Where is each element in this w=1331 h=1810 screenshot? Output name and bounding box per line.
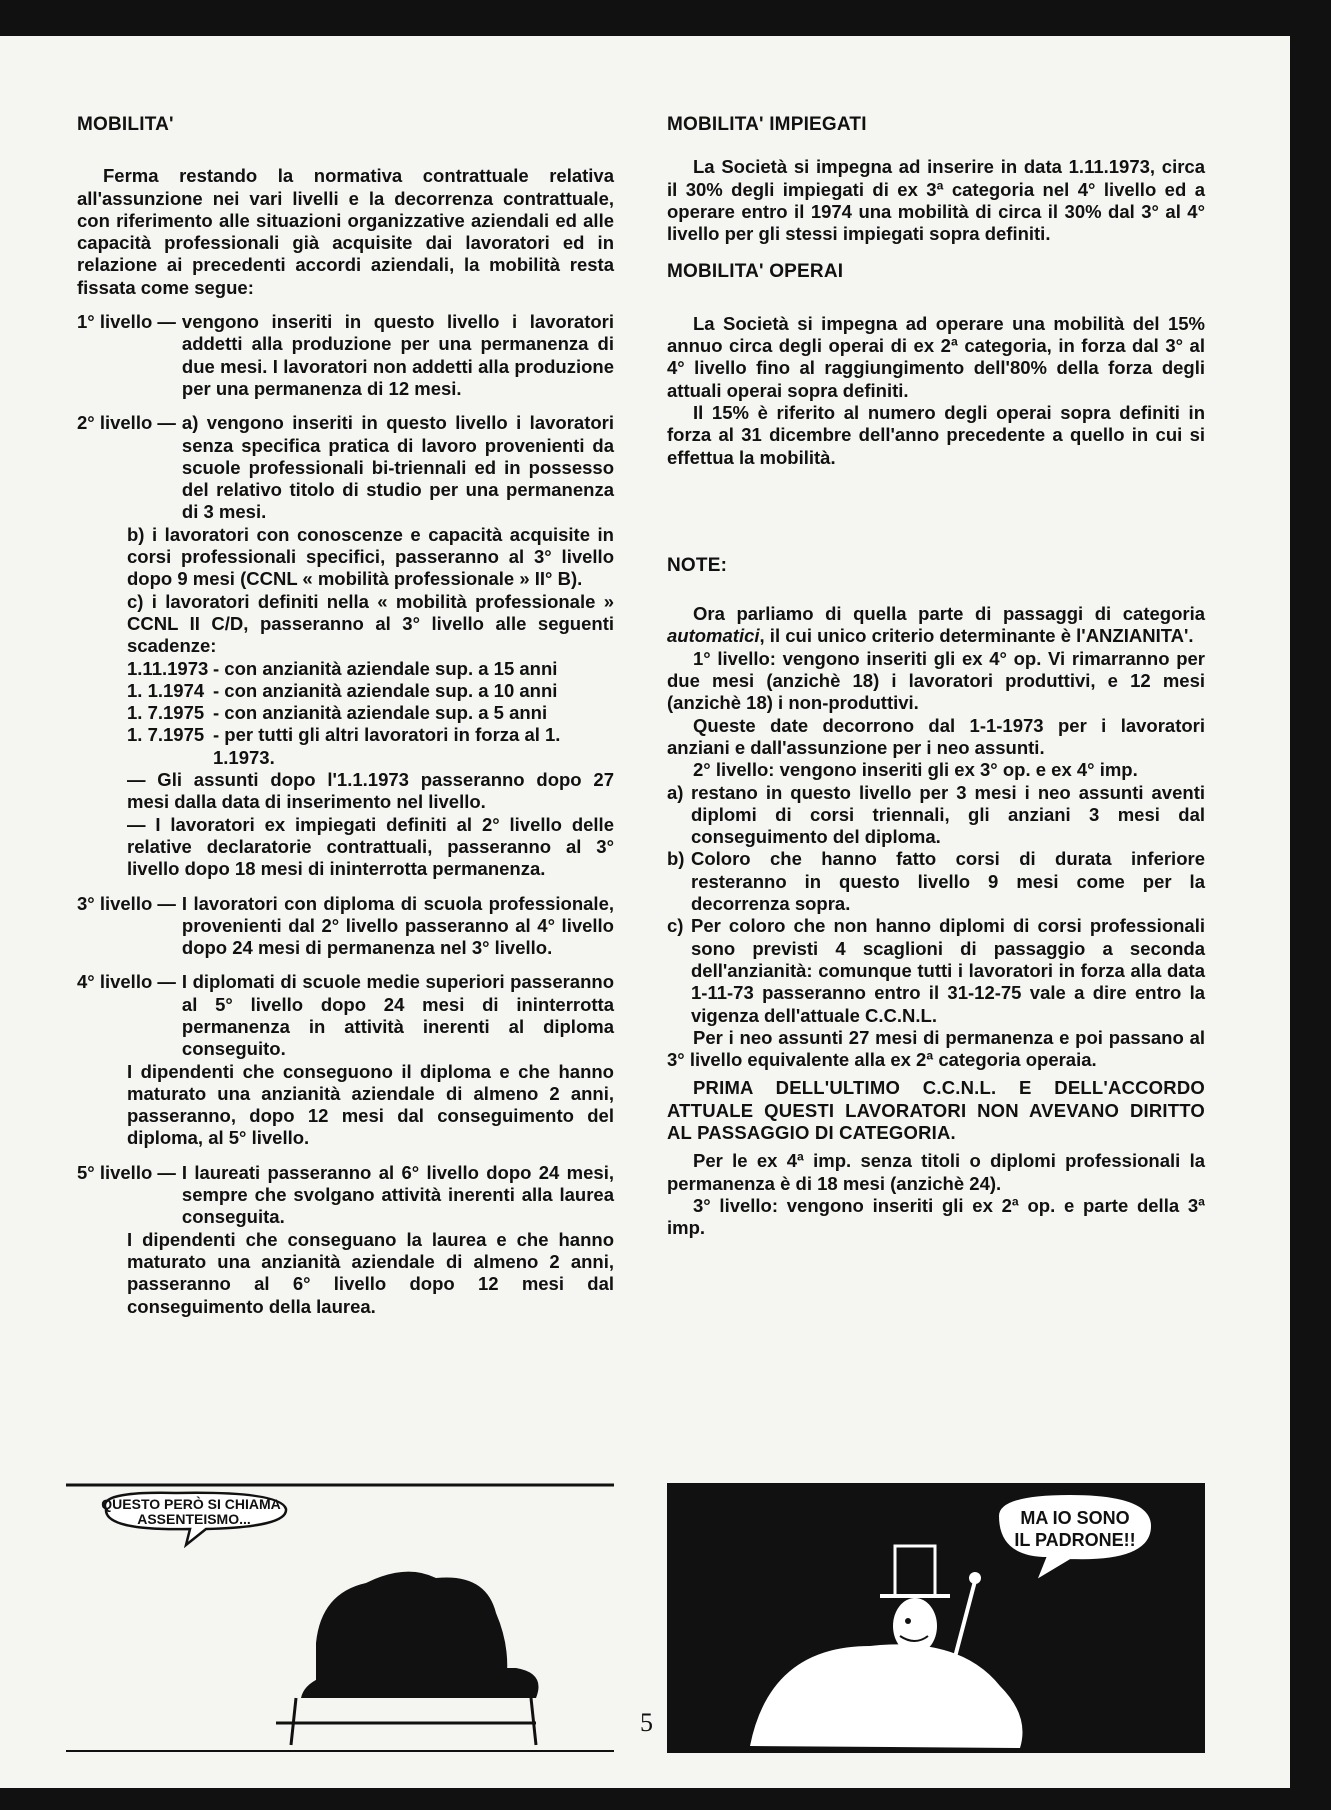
boss-caption-line-1: MA IO SONO <box>1020 1508 1130 1528</box>
level-2-a: a) vengono inseriti in questo livello i lavoratori senza specifica pratica di lavoro provenienti da scuole professionali bi-triennali ed in possesso del relativo titolo di studio per una permanenza di 3 mesi. <box>181 412 614 523</box>
level-2-note-2: — I lavoratori ex impiegati definiti al 2° livello delle relative declaratorie contrattuali, passeranno al 3° livello dopo 18 mesi di ininterrotta permanenza. <box>127 813 614 880</box>
date-row: 1. 1.1974 - con anzianità aziendale sup. a 10 anni <box>127 679 558 701</box>
level-2-note-1: — Gli assunti dopo l'1.1.1973 passeranno dopo 27 mesi dalla data di inserimento nel livello. <box>127 769 614 813</box>
level-3-key: 3° livello — <box>77 892 176 914</box>
operai-paragraph-2: Il 15% è riferito al numero degli operai sopra definiti in forza al 31 dicembre dell'anno precedente a quello in cui si effettua la mobilità. <box>667 401 1205 468</box>
level-5-key: 5° livello — <box>77 1161 176 1183</box>
note-item-c: c) Per coloro che non hanno diplomi di corsi professionali sono previsti 4 scaglioni di passaggio a seconda dell'anzianità: comunque tutti i lavoratori in forza alla data 1-11-73 passeranno entro il 31-12-75 vale a dire entro la vigenza dell'attuale C.C.N.L. <box>667 915 1205 1026</box>
right-column <box>667 114 1205 1239</box>
left-column <box>77 114 614 1318</box>
level-3-text: I lavoratori con diploma di scuola professionale, provenienti dal 2° livello passeranno al 4° livello dopo 24 mesi di permanenza nel 3° livello. <box>181 892 614 959</box>
level-5-entry <box>77 1162 614 1229</box>
section-heading-operai: MOBILITA' OPERAI <box>667 261 844 283</box>
level-4-entry <box>77 971 614 1060</box>
date-list <box>77 658 614 769</box>
page-number: 5 <box>640 1708 653 1737</box>
note-item-b: b) Coloro che hanno fatto corsi di durata inferiore resteranno in questo livello 9 mesi come per la decorrenza sopra. <box>667 848 1205 915</box>
section-heading-note: NOTE: <box>667 554 728 576</box>
level-1-key: 1° livello — <box>77 311 176 333</box>
level-4-key: 4° livello — <box>77 971 176 993</box>
cartoon-caption-line-1: QUESTO PERÒ SI CHIAMA <box>101 1496 281 1512</box>
cartoon-boss <box>667 1483 1205 1753</box>
note-paragraph-1: Ora parliamo di quella parte di passaggi di categoria automatici, il cui unico criterio determinante è l'ANZIANITA'. <box>667 603 1205 647</box>
level-2-b: b) i lavoratori con conoscenze e capacità acquisite in corsi professionali specifici, passeranno al 3° livello dopo 9 mesi (CCNL « mobilità professionale » II° B). <box>127 523 614 590</box>
level-1-entry <box>77 311 614 400</box>
level-2-entry <box>77 412 614 523</box>
note-paragraph-4: 2° livello: vengono inseriti gli ex 3° op. e ex 4° imp. <box>693 759 1138 781</box>
note-paragraph-2: 1° livello: vengono inseriti gli ex 4° op. Vi rimarranno per due mesi (anzichè 18) i lavoratori produttivi, e 12 mesi (anzichè 18) i non-produttivi. <box>667 647 1205 714</box>
level-5-text: I laureati passeranno al 6° livello dopo 24 mesi, sempre che svolgano attività inerenti alla laurea conseguita. <box>181 1161 614 1228</box>
level-2-c: c) i lavoratori definiti nella « mobilità professionale » CCNL II C/D, passeranno al 3° livello alle seguenti scadenze: <box>127 590 614 657</box>
level-3-entry <box>77 893 614 960</box>
cartoon-boss-drawing <box>670 1486 1202 1750</box>
operai-paragraph-1: La Società si impegna ad operare una mobilità del 15% annuo circa degli operai di ex 2ª categoria, in forza dal 3° al 4° livello fino al raggiungimento dell'80% della forza degli attuali operai sopra definiti. <box>667 312 1205 401</box>
date-row: 1.11.1973 - con anzianità aziendale sup. a 15 anni <box>127 657 558 679</box>
note-item-a: a) restano in questo livello per 3 mesi i neo assunti aventi diplomi di corsi triennali, gli anziani 3 mesi dal conseguimento del diploma. <box>667 781 1205 848</box>
cartoon-absenteeism-drawing <box>66 1483 614 1753</box>
level-5-text-2: I dipendenti che conseguano la laurea e che hanno maturato una anzianità aziendale di almeno 2 anni, passeranno al 6° livello dopo 12 mesi dal conseguimento della laurea. <box>127 1228 614 1317</box>
document-page <box>0 36 1290 1788</box>
cartoon-caption-line-2: ASSENTEISMO... <box>137 1511 251 1527</box>
section-heading-impiegati: MOBILITA' IMPIEGATI <box>667 114 867 135</box>
note-paragraph-5: Per i neo assunti 27 mesi di permanenza e poi passano al 3° livello equivalente alla ex 2ª categoria operaia. <box>667 1026 1205 1071</box>
level-2-key: 2° livello — <box>77 412 176 434</box>
level-4-text-2: I dipendenti che conseguono il diploma e che hanno maturato una anzianità aziendale di almeno 2 anni, passeranno, dopo 12 mesi dal conseguimento del diploma, al 5° livello. <box>127 1060 614 1149</box>
date-row: 1. 7.1975 - con anzianità aziendale sup. a 5 anni <box>127 702 548 724</box>
level-4-text: I diplomati di scuole medie superiori passeranno al 5° livello dopo 24 mesi di ininterrotta permanenza in attività inerenti al diploma conseguito. <box>181 971 614 1060</box>
date-row: 1. 7.1975 - per tutti gli altri lavoratori in forza al 1. 1.1973. <box>127 724 561 768</box>
note-paragraph-7: Per le ex 4ª imp. senza titoli o diplomi professionali la permanenza è di 18 mesi (anzichè 24). <box>667 1150 1205 1194</box>
note-paragraph-3: Queste date decorrono dal 1-1-1973 per i lavoratori anziani e dall'assunzione per i neo assunti. <box>667 714 1205 758</box>
level-1-text: vengono inseriti in questo livello i lavoratori addetti alla produzione per una permanenza di due mesi. I lavoratori non addetti alla produzione per una permanenza di 12 mesi. <box>181 311 614 399</box>
cartoon-absenteeism <box>66 1483 614 1753</box>
boss-caption-line-2: IL PADRONE!! <box>1014 1530 1136 1550</box>
note-paragraph-8: 3° livello: vengono inseriti gli ex 2ª op. e parte della 3ª imp. <box>667 1194 1205 1239</box>
impiegati-paragraph: La Società si impegna ad inserire in data 1.11.1973, circa il 30% degli impiegati di ex 3ª categoria nel 4° livello ed a operare entro il 1974 una mobilità di circa il 30% dal 3° al 4° livello per gli stessi impiegati sopra definiti. <box>667 156 1205 245</box>
note-paragraph-6: PRIMA DELL'ULTIMO C.C.N.L. E DELL'ACCORDO ATTUALE QUESTI LAVORATORI NON AVEVANO DIRITTO AL PASSAGGIO DI CATEGORIA. <box>667 1077 1205 1143</box>
intro-paragraph: Ferma restando la normativa contrattuale relativa all'assunzione nei vari livelli e la decorrenza contrattuale, con riferimento alle situazioni organizzative aziendali ed alle capacità professionali già acquisite dai lavoratori ed in relazione ai precedenti accordi aziendali, la mobilità resta fissata come segue: <box>77 165 614 298</box>
section-heading-mobilita: MOBILITA' <box>77 114 174 135</box>
